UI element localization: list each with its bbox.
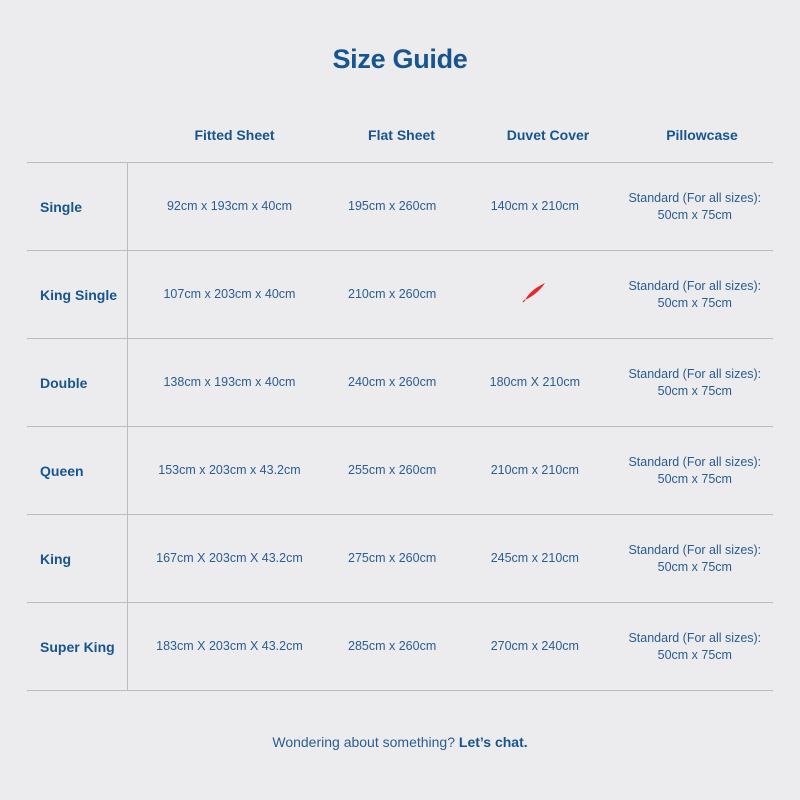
flat-sheet-cell: 285cm x 260cm	[348, 639, 437, 653]
duvet-cover-cell: 210cm x 210cm	[490, 463, 579, 477]
duvet-cover-cell: 140cm x 210cm	[490, 199, 579, 213]
pillowcase-cell: Standard (For all sizes): 50cm x 75cm	[628, 630, 762, 662]
table-row	[27, 163, 773, 251]
pillowcase-cell: Standard (For all sizes): 50cm x 75cm	[628, 366, 762, 398]
duvet-cover-cell	[453, 281, 617, 308]
red-feather-icon	[522, 281, 548, 308]
chat-link[interactable]: Let’s chat.	[458, 734, 528, 750]
flat-sheet-cell: 210cm x 260cm	[348, 287, 437, 301]
flat-sheet-cell: 275cm x 260cm	[348, 551, 437, 565]
table-row	[27, 251, 773, 339]
pillowcase-cell: Standard (For all sizes): 50cm x 75cm	[628, 454, 762, 486]
page-title: Size Guide	[332, 44, 468, 74]
row-size-label: Super King	[27, 603, 128, 690]
fitted-sheet-cell: 138cm x 193cm x 40cm	[163, 375, 296, 389]
fitted-sheet-cell: 183cm X 203cm X 43.2cm	[156, 639, 303, 653]
row-size-label: King Single	[27, 251, 128, 338]
table-row	[27, 515, 773, 603]
fitted-sheet-cell: 92cm x 193cm x 40cm	[166, 199, 292, 213]
flat-sheet-cell: 195cm x 260cm	[348, 199, 437, 213]
row-size-label: Single	[27, 163, 128, 250]
fitted-sheet-cell: 153cm x 203cm x 43.2cm	[158, 463, 301, 477]
table-row	[27, 603, 773, 691]
table-row	[27, 339, 773, 427]
fitted-sheet-cell: 107cm x 203cm x 40cm	[163, 287, 296, 301]
header-pillowcase: Pillowcase	[666, 127, 738, 143]
table-header-row	[27, 108, 773, 163]
footer-text: Wondering about something?	[272, 734, 456, 750]
duvet-cover-cell: 245cm x 210cm	[490, 551, 579, 565]
row-size-label: Queen	[27, 427, 128, 514]
duvet-cover-cell: 270cm x 240cm	[490, 639, 579, 653]
size-guide-table	[27, 108, 773, 691]
flat-sheet-cell: 255cm x 260cm	[348, 463, 437, 477]
flat-sheet-cell: 240cm x 260cm	[348, 375, 437, 389]
pillowcase-cell: Standard (For all sizes): 50cm x 75cm	[628, 278, 762, 310]
footer-prompt	[0, 734, 800, 750]
row-size-label: King	[27, 515, 128, 602]
header-duvet-cover: Duvet Cover	[506, 127, 590, 143]
header-fitted-sheet: Fitted Sheet	[194, 127, 275, 143]
row-size-label: Double	[27, 339, 128, 426]
pillowcase-cell: Standard (For all sizes): 50cm x 75cm	[628, 190, 762, 222]
duvet-cover-cell: 180cm X 210cm	[489, 375, 580, 389]
header-flat-sheet: Flat Sheet	[368, 127, 435, 143]
pillowcase-cell: Standard (For all sizes): 50cm x 75cm	[628, 542, 762, 574]
table-row	[27, 427, 773, 515]
header-corner	[27, 108, 130, 162]
fitted-sheet-cell: 167cm X 203cm X 43.2cm	[156, 551, 303, 565]
